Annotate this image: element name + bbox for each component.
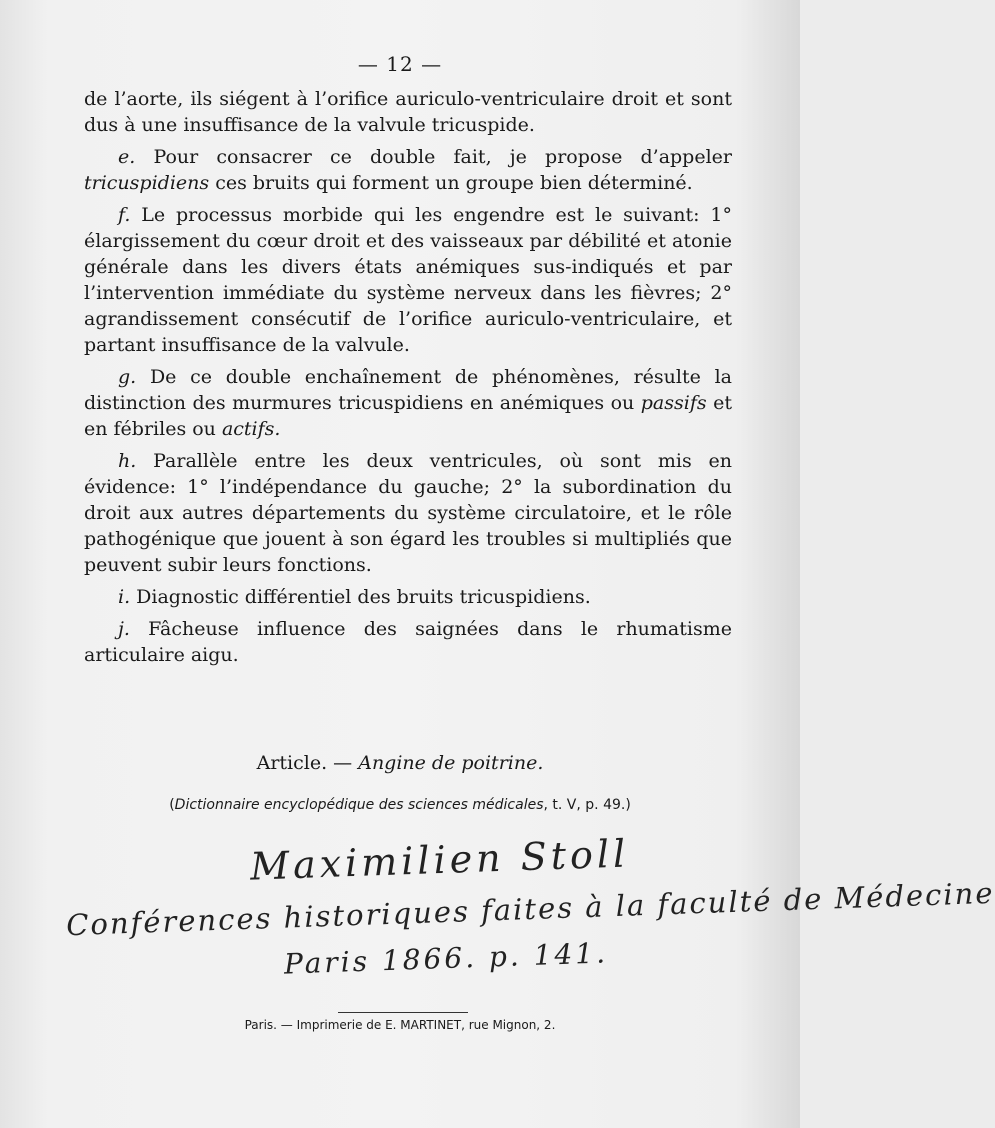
paragraph-letter: h. — [118, 450, 137, 472]
paragraph-letter: g. — [118, 366, 137, 388]
reference-rest: , t. V, p. 49.) — [543, 797, 631, 813]
paragraph-letter: e. — [118, 146, 136, 168]
article-heading — [0, 752, 800, 774]
paragraph-text: Parallèle entre les deux ventricules, où sont mis en évidence: 1° l’indépendance du gauche; 2° la subordination du droit aux autres départements du système circulatoire, et le rôle pathogénique que jouent à son égard les troubles si multipliés que peuvent subir leurs fonctions. — [84, 450, 732, 576]
paragraph-italic-term: tricuspidiens — [84, 172, 210, 194]
paragraph-text-after: et en fébriles ou — [84, 392, 732, 440]
imprint-divider — [338, 1012, 468, 1013]
article-title: Angine de poitrine. — [358, 752, 544, 774]
paragraph-f — [84, 202, 732, 358]
paragraph-letter: j. — [118, 618, 130, 640]
paragraph-text-after: ces bruits qui forment un groupe bien déterminé. — [215, 172, 693, 194]
handwritten-author: Maximilien Stoll — [249, 831, 630, 889]
body-text — [84, 86, 732, 674]
handwritten-date: Paris 1866. p. 141. — [283, 936, 609, 981]
printer-imprint: Paris. — Imprimerie de E. MARTINET, rue Mignon, 2. — [244, 1018, 556, 1032]
paragraph-g — [84, 364, 732, 442]
paragraph-text: Le processus morbide qui les engendre est le suivant: 1° élargissement du cœur droit et des vaisseaux par débilité et atonie générale dans les divers états anémiques sus-indiqués et par l’intervention immédiate du système nerveux dans les fièvres; 2° agrandissement consécutif de l’orifice auriculo-ventriculaire, et partant insuffisance de la valvule. — [84, 204, 732, 356]
article-label: Article. — — [256, 752, 353, 774]
reference-note — [0, 797, 800, 813]
reference-open: ( — [169, 797, 175, 813]
paragraph-text: Diagnostic différentiel des bruits tricuspidiens. — [136, 586, 591, 608]
reference-title: Dictionnaire encyclopédique des sciences médicales — [174, 797, 544, 813]
paragraph-continuation — [84, 86, 732, 138]
page-number: — 12 — — [357, 52, 443, 76]
paragraph-text: Pour consacrer ce double fait, je propose d’appeler — [153, 146, 732, 168]
paragraph-i — [84, 584, 732, 610]
paragraph-j — [84, 616, 732, 668]
paragraph-italic-term: passifs — [640, 392, 707, 414]
paragraph-e — [84, 144, 732, 196]
paragraph-text: De ce double enchaînement de phénomènes, résulte la distinction des murmures tricuspidiens en anémiques ou — [84, 366, 732, 414]
paragraph-h — [84, 448, 732, 578]
paragraph-text: Fâcheuse influence des saignées dans le rhumatisme articulaire aigu. — [84, 618, 732, 666]
paragraph-letter: f. — [118, 204, 131, 226]
handwritten-title: Conférences historiques faites à la faculté de Médecine — [65, 875, 995, 943]
paragraph-text: de l’aorte, ils siégent à l’orifice auriculo-ventriculaire droit et sont dus à une insuffisance de la valvule tricuspide. — [84, 88, 732, 136]
paragraph-italic-term-2: actifs. — [221, 418, 281, 440]
paragraph-letter: i. — [118, 586, 131, 608]
